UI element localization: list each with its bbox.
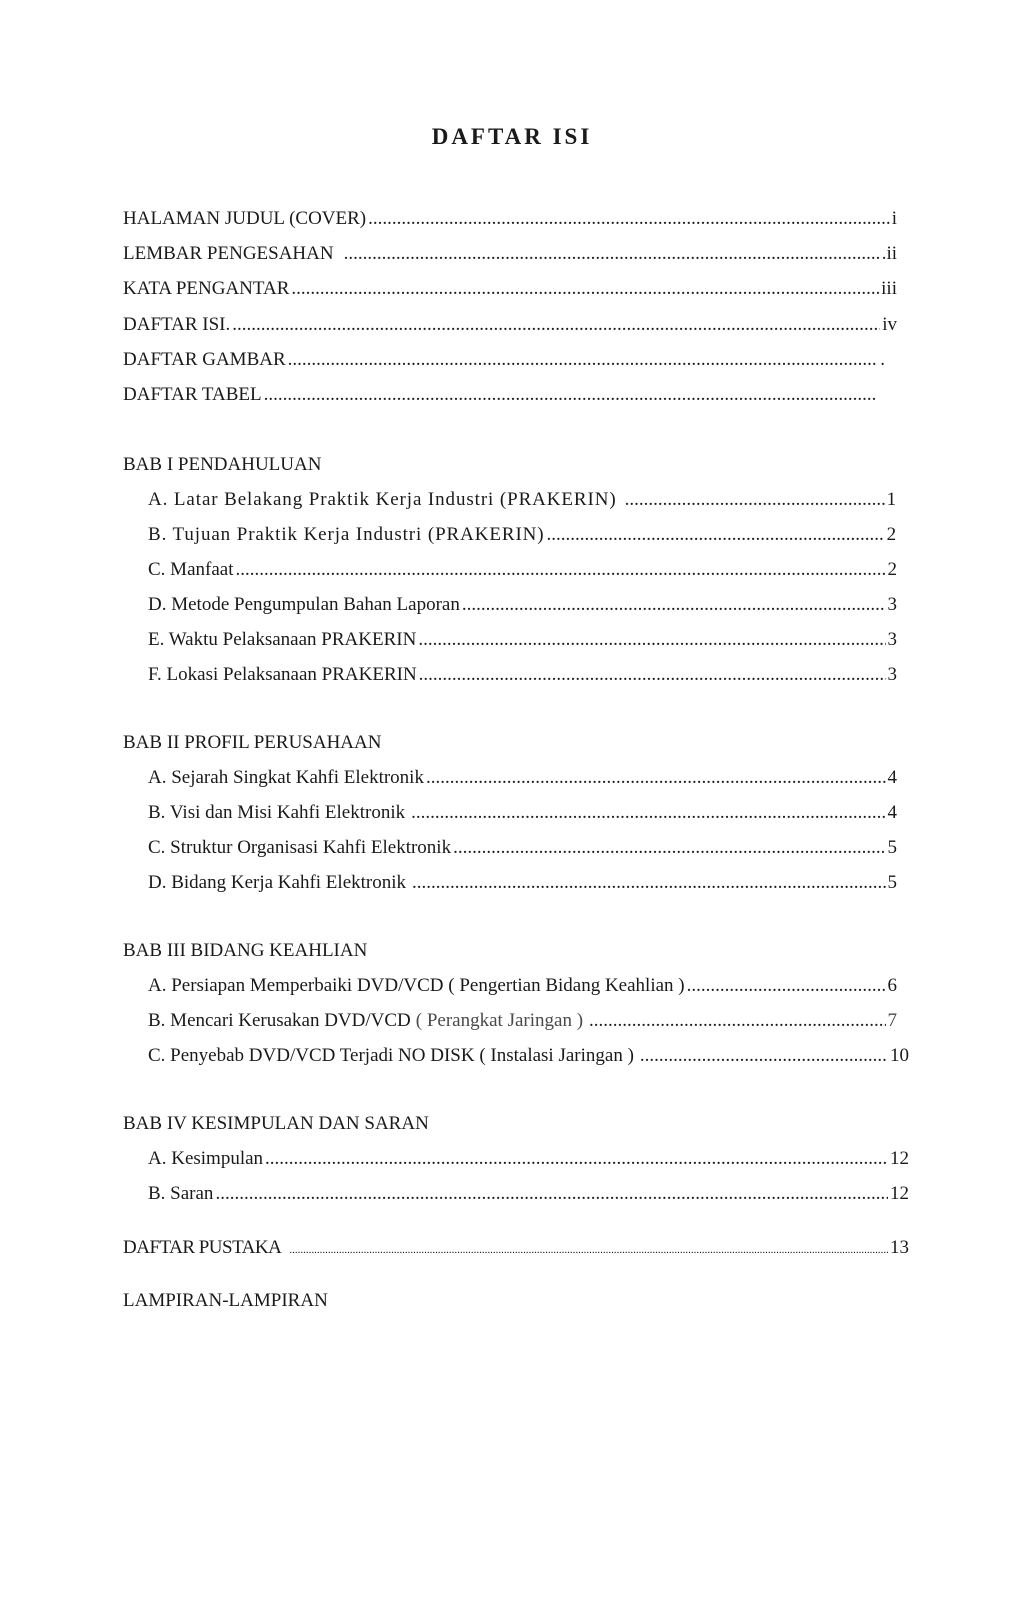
toc-leader — [288, 345, 879, 375]
toc-entry-label: HALAMAN JUDUL (COVER) — [123, 208, 367, 229]
toc-entry-label: D. Metode Pengumpulan Bahan Laporan — [148, 594, 460, 615]
toc-leader — [462, 590, 886, 620]
toc-leader — [289, 1235, 888, 1265]
toc-leader — [368, 204, 890, 234]
toc-entry-bab1-d — [148, 590, 897, 620]
toc-entry-bab3-b — [148, 1006, 897, 1036]
toc-entry-page: 2 — [887, 559, 897, 580]
toc-entry-page: 3 — [887, 629, 897, 650]
toc-entry-label-extra: ( Perangkat Jaringan ) — [415, 1010, 584, 1031]
toc-entry-page: .ii — [881, 243, 897, 264]
toc-entry-page: 12 — [890, 1183, 909, 1204]
toc-entry-bab2-c — [148, 833, 897, 863]
toc-entry-cover — [123, 204, 897, 234]
toc-leader — [418, 625, 885, 655]
toc-entry-label: B. Mencari Kerusakan DVD/VCD — [148, 1010, 411, 1031]
toc-entry-bab2-b — [148, 798, 897, 828]
toc-entry-page: 5 — [887, 872, 897, 893]
bab1-heading: BAB I PENDAHULUAN — [123, 454, 322, 475]
toc-entry-label: E. Waktu Pelaksanaan PRAKERIN — [148, 629, 417, 650]
toc-entry-label: D. Bidang Kerja Kahfi Elektronik — [148, 872, 407, 893]
toc-entry-page: 4 — [887, 802, 897, 823]
toc-leader — [547, 520, 885, 550]
toc-entry-page: 4 — [887, 767, 897, 788]
toc-entry-label: LEMBAR PENGESAHAN — [123, 243, 334, 264]
toc-leader — [640, 1041, 888, 1071]
toc-leader — [419, 660, 886, 690]
toc-entry-bab1-e — [148, 625, 897, 655]
toc-entry-label: DAFTAR TABEL — [123, 384, 262, 405]
bab4-heading: BAB IV KESIMPULAN DAN SARAN — [123, 1113, 429, 1134]
toc-entry-bab4-b — [148, 1179, 909, 1209]
lampiran-heading: LAMPIRAN-LAMPIRAN — [123, 1290, 328, 1311]
toc-entry-label: B. Tujuan Praktik Kerja Industri (PRAKERIN) — [148, 524, 545, 545]
toc-entry-bab3-c — [148, 1041, 909, 1071]
toc-entry-page: i — [891, 208, 897, 229]
toc-entry-page: 1 — [886, 489, 897, 510]
toc-entry-page: 3 — [887, 664, 897, 685]
toc-entry-label: A. Kesimpulan — [148, 1148, 264, 1169]
toc-entry-label: C. Manfaat — [148, 559, 234, 580]
bab2-heading: BAB II PROFIL PERUSAHAAN — [123, 732, 382, 753]
toc-entry-daftar-gambar — [123, 345, 885, 375]
toc-entry-page: 6 — [887, 975, 897, 996]
toc-entry-page: 2 — [886, 524, 897, 545]
toc-entry-bab2-d — [148, 868, 897, 898]
toc-entry-page: . — [880, 349, 885, 370]
toc-entry-label: A. Latar Belakang Praktik Kerja Industri (PRAKERIN) — [148, 489, 617, 510]
toc-entry-pengesahan — [123, 239, 897, 269]
toc-leader — [344, 239, 880, 269]
toc-entry-label: KATA PENGANTAR — [123, 278, 290, 299]
toc-entry-label: A. Persiapan Memperbaiki DVD/VCD ( Pengertian Bidang Keahlian ) — [148, 975, 685, 996]
toc-entry-bab1-c — [148, 555, 897, 585]
toc-leader — [264, 380, 875, 410]
toc-entry-bab4-a — [148, 1144, 909, 1174]
toc-entry-bab1-b — [148, 520, 897, 550]
toc-entry-daftar-tabel — [123, 380, 875, 410]
toc-entry-page: 12 — [890, 1148, 909, 1169]
toc-entry-label: B. Visi dan Misi Kahfi Elektronik — [148, 802, 406, 823]
toc-entry-bab2-a — [148, 763, 897, 793]
toc-entry-bab1-a — [148, 485, 897, 515]
page-title: DAFTAR ISI — [431, 124, 593, 149]
toc-entry-label: DAFTAR GAMBAR — [123, 349, 286, 370]
toc-leader — [589, 1006, 885, 1036]
toc-leader — [687, 971, 886, 1001]
toc-entry-page: 13 — [890, 1237, 909, 1258]
toc-entry-label: C. Penyebab DVD/VCD Terjadi NO DISK ( Instalasi Jaringan ) — [148, 1045, 634, 1066]
toc-entry-page: 5 — [887, 837, 897, 858]
toc-entry-label: C. Struktur Organisasi Kahfi Elektronik — [148, 837, 452, 858]
toc-entry-label: F. Lokasi Pelaksanaan PRAKERIN — [148, 664, 417, 685]
toc-entry-page: 3 — [887, 594, 897, 615]
toc-entry-page: 10 — [890, 1045, 909, 1066]
toc-leader — [412, 868, 885, 898]
toc-entry-label: B. Saran — [148, 1183, 214, 1204]
toc-leader — [265, 1144, 888, 1174]
toc-entry-page: iii — [881, 278, 897, 299]
toc-entry-label: DAFTAR PUSTAKA — [123, 1237, 282, 1258]
toc-entry-daftar-pustaka — [123, 1233, 909, 1263]
toc-leader — [453, 833, 885, 863]
toc-entry-bab1-f — [148, 660, 897, 690]
toc-leader — [232, 310, 880, 340]
toc-entry-kata-pengantar — [123, 274, 897, 304]
toc-entry-page: 7 — [887, 1010, 897, 1031]
toc-entry-bab3-a — [148, 971, 897, 1001]
toc-leader — [215, 1179, 888, 1209]
toc-entry-label: A. Sejarah Singkat Kahfi Elektronik — [148, 767, 424, 788]
toc-leader — [411, 798, 885, 828]
toc-leader — [426, 763, 886, 793]
toc-leader — [235, 555, 885, 585]
toc-entry-label: DAFTAR ISI. — [123, 314, 231, 335]
toc-entry-page: iv — [882, 314, 897, 335]
toc-entry-daftar-isi — [123, 310, 897, 340]
toc-leader — [291, 274, 879, 304]
toc-leader — [625, 485, 885, 515]
bab3-heading: BAB III BIDANG KEAHLIAN — [123, 940, 368, 961]
